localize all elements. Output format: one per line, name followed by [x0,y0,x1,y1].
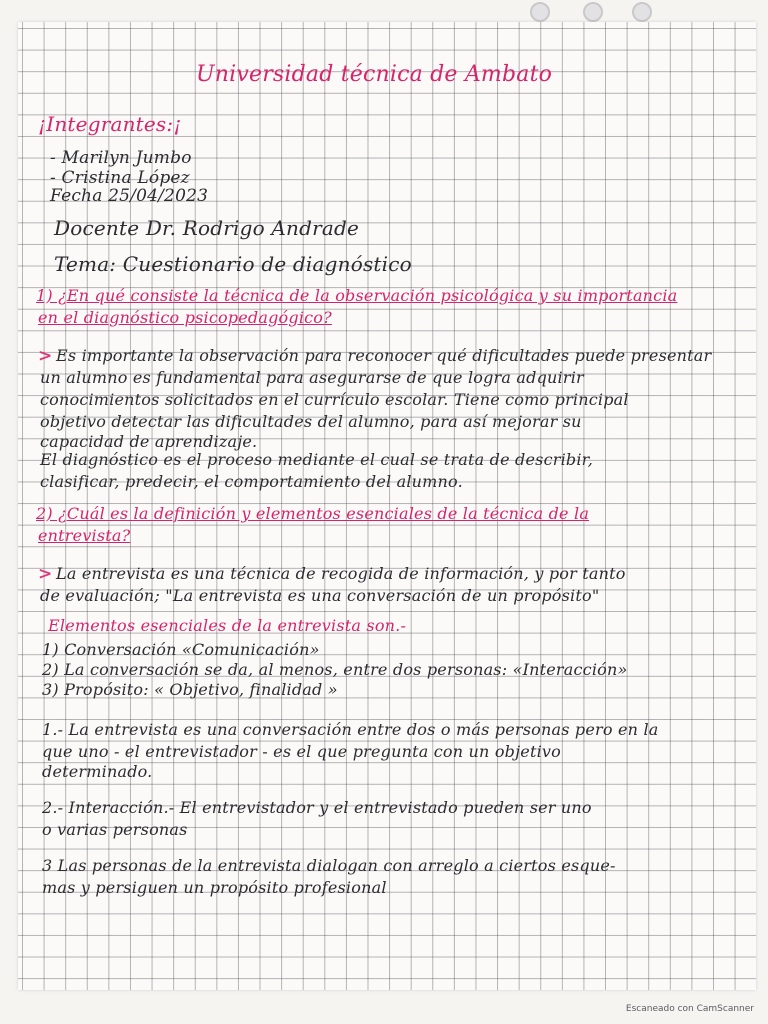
answer-1-line-5: capacidad de aprendizaje. [40,432,258,451]
binder-ring-icon [583,2,603,22]
scanner-watermark: Escaneado con CamScanner [625,1004,754,1014]
answer-1-line-2: un alumno es fundamental para asegurarse de que logra adquirir [40,368,584,387]
element-1: 1) Conversación «Comunicación» [42,640,320,659]
point-1-line-3: determinado. [42,762,153,781]
answer-1-line-4: objetivo detectar las dificultades del alumno, para así mejorar su [40,412,582,431]
point-2-line-2: o varias personas [42,820,188,839]
answer-1-line-6: El diagnóstico es el proceso mediante el cual se trata de describir, [40,450,594,469]
answer-2-line-2: de evaluación; "La entrevista es una conversación de un propósito" [40,586,600,605]
grid-notebook-page [18,22,756,990]
elements-heading: Elementos esenciales de la entrevista son.- [48,616,407,635]
point-1-line-2: que uno - el entrevistador - es el que pregunta con un objetivo [42,742,561,761]
point-3-line-1: 3 Las personas de la entrevista dialogan con arreglo a ciertos esque- [42,856,616,875]
element-3: 3) Propósito: « Objetivo, finalidad » [42,680,338,699]
answer-1-line-7: clasificar, predecir, el comportamiento del alumno. [40,472,463,491]
question-1-line-2: en el diagnóstico psicopedagógico? [38,308,332,327]
binder-ring-icon [530,2,550,22]
point-1-line-1: 1.- La entrevista es una conversación entre dos o más personas pero en la [42,720,659,739]
arrow-bullet-icon: > [38,564,53,584]
date: Fecha 25/04/2023 [50,186,209,206]
question-1-line-1: 1) ¿En qué consiste la técnica de la observación psicológica y su importancia [36,286,678,305]
member-1: - Marilyn Jumbo [50,148,192,168]
docente: Docente Dr. Rodrigo Andrade [54,216,360,240]
answer-2-line-1: La entrevista es una técnica de recogida de información, y por tanto [56,564,626,583]
tema: Tema: Cuestionario de diagnóstico [54,252,412,276]
point-3-line-2: mas y persiguen un propósito profesional [42,878,387,897]
answer-1-line-1: Es importante la observación para reconocer qué dificultades puede presentar [56,346,712,365]
binder-ring-icon [632,2,652,22]
integrantes-label: ¡Integrantes:¡ [38,112,182,136]
point-2-line-1: 2.- Interacción.- El entrevistador y el entrevistado pueden ser uno [42,798,592,817]
question-2-line-2: entrevista? [38,526,131,545]
element-2: 2) La conversación se da, al menos, entre dos personas: «Interacción» [42,660,628,679]
answer-1-line-3: conocimientos solicitados en el currículo escolar. Tiene como principal [40,390,629,409]
arrow-bullet-icon: > [38,346,53,366]
question-2-line-1: 2) ¿Cuál es la definición y elementos esenciales de la técnica de la [36,504,590,523]
page-title: Universidad técnica de Ambato [196,62,553,87]
member-2: - Cristina López [50,168,190,188]
